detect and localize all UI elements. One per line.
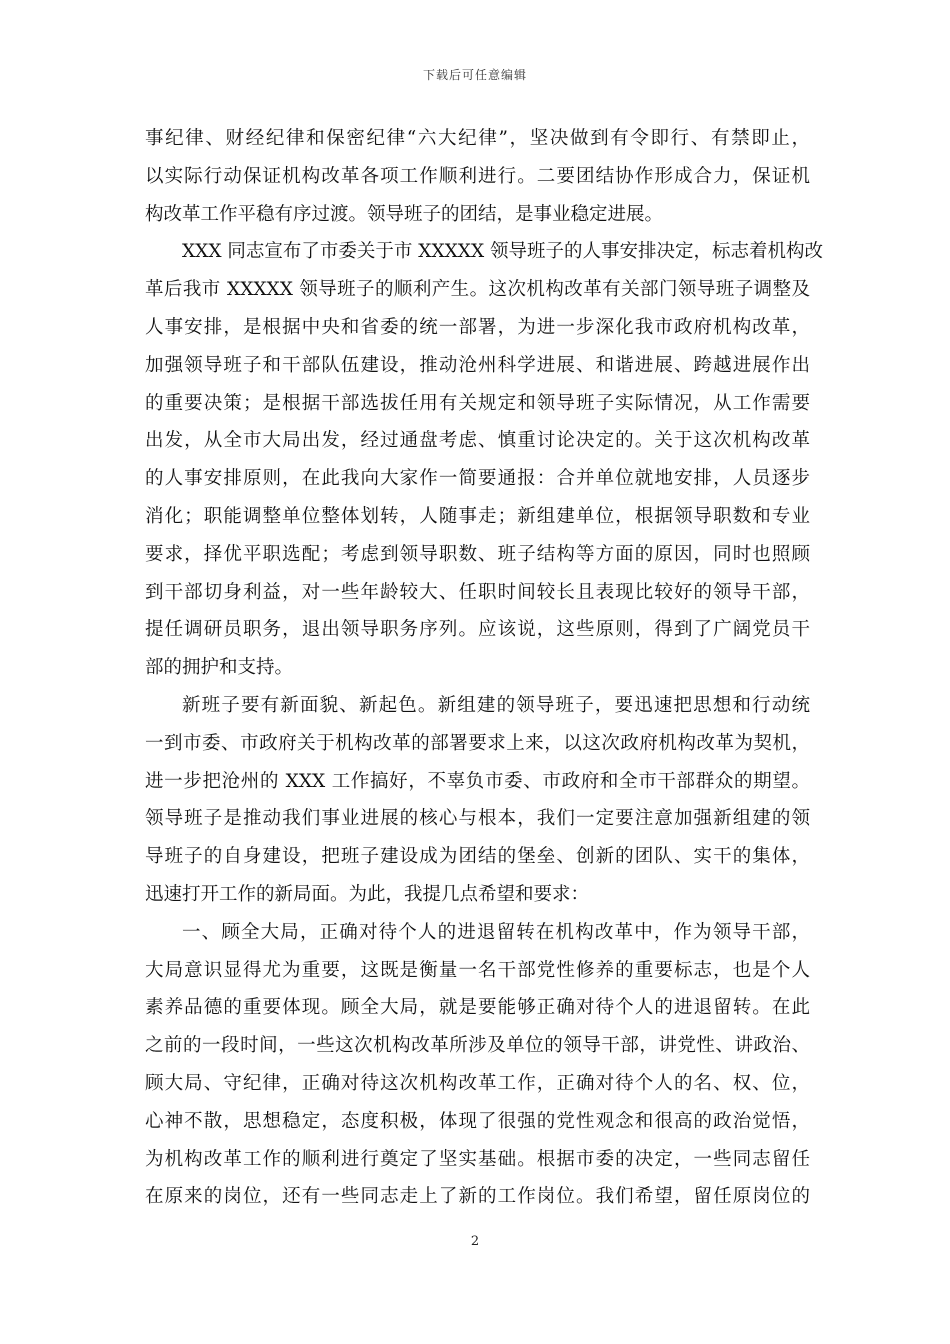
text-line: 进一步把沧州的 XXX 工作搞好，不辜负市委、市政府和全市干部群众的期望。 bbox=[145, 770, 810, 792]
text-line: 在原来的岗位，还有一些同志走上了新的工作岗位。我们希望，留任原岗位的 bbox=[145, 1186, 810, 1208]
text-line: 出发，从全市大局出发，经过通盘考虑、慎重讨论决定的。关于这次机构改革 bbox=[145, 430, 810, 452]
text-line: 新班子要有新面貌、新起色。新组建的领导班子，要迅速把思想和行动统 bbox=[182, 694, 810, 716]
text-line: 迅速打开工作的新局面。为此，我提几点希望和要求： bbox=[145, 883, 590, 905]
text-line: 以实际行动保证机构改革各项工作顺利进行。二要团结协作形成合力，保证机 bbox=[145, 165, 810, 187]
text-line: 之前的一段时间，一些这次机构改革所涉及单位的领导干部，讲党性、讲政治、 bbox=[145, 1035, 810, 1057]
text-line: 提任调研员职务，退出领导职务序列。应该说，这些原则，得到了广阔党员干 bbox=[145, 619, 810, 641]
text-line: 为机构改革工作的顺利进行奠定了坚实基础。根据市委的决定，一些同志留任 bbox=[145, 1148, 810, 1170]
text-line: 人事安排，是根据中央和省委的统一部署，为进一步深化我市政府机构改革， bbox=[145, 316, 810, 338]
text-line: XXX 同志宣布了市委关于市 XXXXX 领导班子的人事安排决定，标志着机构改 bbox=[182, 241, 824, 263]
text-line: 加强领导班子和干部队伍建设，推动沧州科学进展、和谐进展、跨越进展作出 bbox=[145, 354, 810, 376]
text-line: 要求，择优平职选配；考虑到领导职数、班子结构等方面的原因，同时也照顾 bbox=[145, 543, 810, 565]
text-line: 的重要决策；是根据干部选拔任用有关规定和领导班子实际情况，从工作需要 bbox=[145, 392, 810, 414]
text-line: 心神不散，思想稳定，态度积极，体现了很强的党性观念和很高的政治觉悟， bbox=[145, 1110, 810, 1132]
text-line: 一到市委、市政府关于机构改革的部署要求上来，以这次政府机构改革为契机， bbox=[145, 732, 810, 754]
text-line: 素养品德的重要体现。顾全大局，就是要能够正确对待个人的进退留转。在此 bbox=[145, 997, 810, 1019]
text-line: 顾大局、守纪律，正确对待这次机构改革工作，正确对待个人的名、权、位， bbox=[145, 1072, 810, 1094]
text-line: 的人事安排原则，在此我向大家作一简要通报：合并单位就地安排，人员逐步 bbox=[145, 468, 810, 490]
text-line: 部的拥护和支持。 bbox=[145, 657, 294, 679]
text-line: 导班子的自身建设，把班子建设成为团结的堡垒、创新的团队、实干的集体， bbox=[145, 846, 810, 868]
document-body bbox=[145, 120, 824, 1216]
text-line: 消化；职能调整单位整体划转，人随事走；新组建单位，根据领导职数和专业 bbox=[145, 505, 810, 527]
text-line: 构改革工作平稳有序过渡。领导班子的团结，是事业稳定进展。 bbox=[145, 203, 664, 225]
text-line: 一、顾全大局，正确对待个人的进退留转在机构改革中，作为领导干部， bbox=[182, 921, 810, 943]
text-line: 到干部切身利益，对一些年龄较大、任职时间较长且表现比较好的领导干部， bbox=[145, 581, 810, 603]
page-number: 2 bbox=[470, 1234, 480, 1249]
text-line: 领导班子是推动我们事业进展的核心与根本，我们一定要注意加强新组建的领 bbox=[145, 808, 810, 830]
page-header: 下载后可任意编辑 bbox=[422, 68, 527, 82]
text-line: 革后我市 XXXXX 领导班子的顺利产生。这次机构改革有关部门领导班子调整及 bbox=[145, 279, 810, 301]
text-line: 大局意识显得尤为重要，这既是衡量一名干部党性修养的重要标志，也是个人 bbox=[145, 959, 810, 981]
text-line: 事纪律、财经纪律和保密纪律“六大纪律”，坚决做到有令即行、有禁即止， bbox=[145, 128, 810, 149]
